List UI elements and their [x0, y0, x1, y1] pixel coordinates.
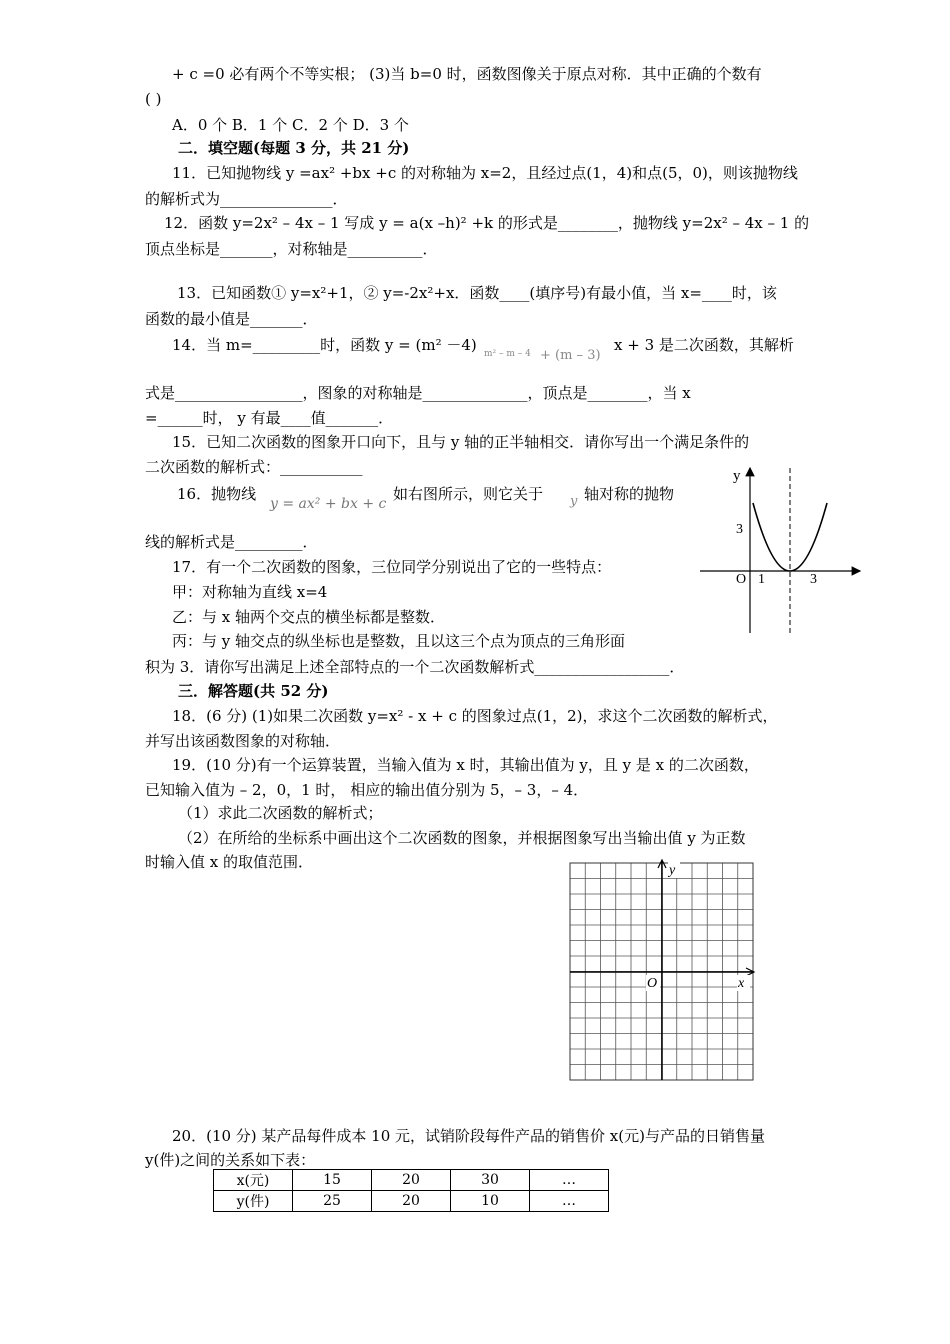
table-cell: 20	[372, 1170, 451, 1191]
q13-line1: 13．已知函数① y=x²+1，② y=-2x²+x．函数____(填序号)有最小值，当 x=____时，该	[177, 284, 777, 302]
table-cell: y(件)	[214, 1191, 293, 1212]
q16-line1a: 16．抛物线	[177, 485, 257, 503]
q17-line4: 丙：与 y 轴交点的纵坐标也是整数，且以这三个点为顶点的三角形面	[172, 632, 626, 650]
grid-y-label: y	[669, 863, 676, 878]
q14-line1c: x + 3 是二次函数，其解析	[614, 336, 794, 354]
table-cell: x(元)	[214, 1170, 293, 1191]
q14-line1b: + (m – 3)	[540, 348, 601, 363]
graph-y-label: y	[733, 468, 741, 484]
q14-line1a: 14．当 m=_________时，函数 y = (m² －4)	[172, 336, 477, 354]
section3-heading: 三．解答题(共 52 分)	[178, 682, 329, 700]
q12-line1: 12．函数 y=2x² – 4x – 1 写成 y = a(x –h)² +k 的形式是________，抛物线 y=2x² – 4x – 1 的	[164, 214, 810, 232]
q11-line2: 的解析式为_______________．	[145, 190, 348, 208]
table-cell: 30	[451, 1170, 530, 1191]
q16-axis-var: y	[570, 494, 578, 509]
q17-line5: 积为 3．请你写出满足上述全部特点的一个二次函数解析式__________________．	[145, 658, 685, 676]
table-cell: 10	[451, 1191, 530, 1212]
table-cell: …	[530, 1170, 609, 1191]
q13-line2: 函数的最小值是_______．	[145, 310, 318, 328]
q14-line2: 式是_________________，图象的对称轴是______________，顶点是________，当 x	[145, 384, 691, 402]
q15-line1: 15．已知二次函数的图象开口向下，且与 y 轴的正半轴相交．请你写出一个满足条件的	[172, 433, 750, 451]
q17-line1: 17．有一个二次函数的图象，三位同学分别说出了它的一些特点：	[172, 558, 612, 576]
table-cell: …	[530, 1191, 609, 1212]
graph-label-3x: 3	[810, 572, 817, 587]
q10-tail-line2: ( )	[145, 90, 162, 108]
grid-origin-label: O	[647, 976, 658, 991]
q19-line3: （1）求此二次函数的解析式；	[178, 804, 383, 822]
q17-line3: 乙：与 x 轴两个交点的横坐标都是整数．	[172, 608, 445, 626]
grid-x-label: x	[738, 976, 745, 991]
graph-origin-label: O	[736, 572, 747, 587]
table-row	[214, 1170, 609, 1191]
q19-line5: 时输入值 x 的取值范围．	[145, 853, 313, 871]
q17-line2: 甲：对称轴为直线 x=4	[172, 583, 328, 601]
q12-line2: 顶点坐标是_______，对称轴是__________．	[145, 240, 438, 258]
section2-heading: 二．填空题(每题 3 分，共 21 分)	[178, 139, 410, 157]
q18-line1: 18．(6 分) (1)如果二次函数 y=x² - x + c 的图象过点(1，2)，求这个二次函数的解析式，	[172, 707, 778, 725]
q19-line2: 已知输入值为 – 2，0，1 时， 相应的输出值分别为 5，– 3，– 4．	[145, 781, 589, 799]
graph-label-1: 1	[758, 572, 765, 587]
q19-line1: 19．(10 分)有一个运算装置，当输入值为 x 时，其输出值为 y，且 y 是 x 的二次函数，	[172, 756, 759, 774]
q11-line1: 11．已知抛物线 y =ax² +bx +c 的对称轴为 x=2，且经过点(1，4)和点(5，0)，则该抛物线	[172, 164, 798, 182]
q16-line1b: 如右图所示，则它关于	[393, 485, 544, 503]
table-cell: 15	[293, 1170, 372, 1191]
q20-line2: y(件)之间的关系如下表：	[145, 1151, 316, 1169]
q16-line2: 线的解析式是_________．	[145, 533, 318, 551]
table-cell: 20	[372, 1191, 451, 1212]
q15-line2: 二次函数的解析式：___________	[145, 458, 363, 476]
q16-line1c: 轴对称的抛物	[584, 485, 675, 503]
q14-exponent: m² – m – 4	[484, 349, 531, 359]
coordinate-grid	[565, 858, 760, 1086]
q19-line4: （2）在所给的坐标系中画出这个二次函数的图象，并根据图象写出当输出值 y 为正数	[178, 829, 746, 847]
q14-line3: =______时， y 有最____值_______．	[145, 409, 394, 427]
q10-options: A．0 个 B．1 个 C．2 个 D．3 个	[172, 116, 409, 134]
q10-tail-line1: + c =0 必有两个不等实根； (3)当 b=0 时，函数图像关于原点对称．其中正确的个数有	[172, 65, 762, 83]
q16-formula: y = ax² + bx + c	[270, 496, 387, 512]
parabola-graph	[700, 458, 870, 638]
table-cell: 25	[293, 1191, 372, 1212]
q20-line1: 20．(10 分) 某产品每件成本 10 元，试销阶段每件产品的销售价 x(元)与产品的日销售量	[172, 1127, 765, 1145]
q18-line2: 并写出该函数图象的对称轴．	[145, 732, 341, 750]
graph-label-3: 3	[736, 522, 743, 537]
sales-table	[213, 1169, 609, 1212]
table-row	[214, 1191, 609, 1212]
